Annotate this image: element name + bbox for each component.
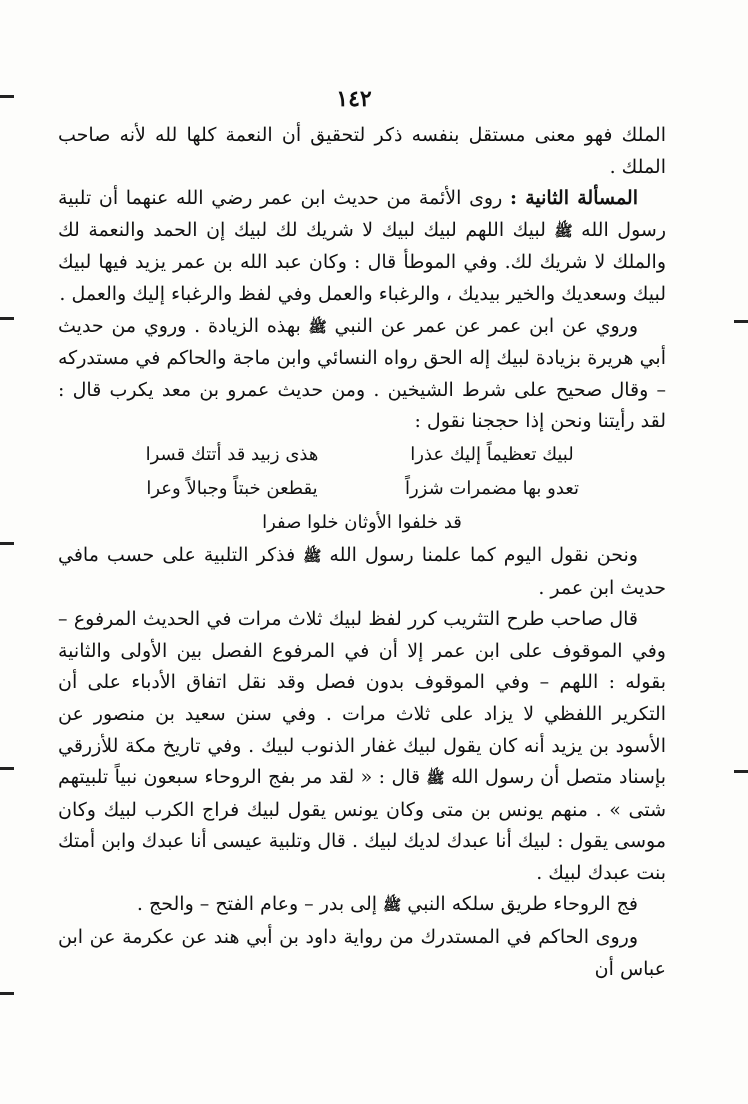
margin-mark xyxy=(0,95,14,98)
paragraph-text: بهذه الزيادة . وروي من حديث أبي هريرة بزيادة لبيك إله الحق رواه النسائي وابن ماجة والحاكم في مستدركه – وقال صحيح على شرط الشيخين . ومن حديث عمرو بن معد يكرب قال : لقد رأيتنا ونحن إذا حججنا نقول : xyxy=(58,314,666,433)
saw-ligature-icon: ﷺ xyxy=(554,221,573,240)
main-text xyxy=(58,120,666,985)
margin-mark xyxy=(0,992,14,995)
margin-mark xyxy=(0,767,14,770)
page-number: ١٤٢ xyxy=(336,86,372,112)
paragraph-fajj-rawha xyxy=(58,889,666,922)
paragraph-text: وروي عن ابن عمر عن عمر عن النبي xyxy=(326,314,638,337)
saw-ligature-icon: ﷺ xyxy=(383,896,402,915)
margin-mark xyxy=(0,317,14,320)
poem-verse xyxy=(102,472,622,506)
paragraph-text: فج الروحاء طريق سلكه النبي xyxy=(401,893,638,916)
paragraph-today xyxy=(58,540,666,604)
poem-verse xyxy=(102,438,622,472)
paragraph-text: ونحن نقول اليوم كما علمنا رسول الله xyxy=(321,543,638,566)
paragraph-hakim: وروى الحاكم في المستدرك من رواية داود بن أبي هند عن عكرمة عن ابن عباس أن xyxy=(58,926,666,980)
paragraph-opening: الملك فهو معنى مستقل بنفسه ذكر لتحقيق أن النعمة كلها لله لأنه صاحب الملك . xyxy=(58,124,666,178)
margin-mark xyxy=(734,770,748,773)
paragraph-tarh-tathrib xyxy=(58,604,666,889)
saw-ligature-icon: ﷺ xyxy=(303,546,322,565)
poem-hemistich-first: تعدو بها مضمرات شزراً xyxy=(404,477,580,499)
poem-verses xyxy=(102,438,622,506)
paragraph-text: لبيك اللهم لبيك لبيك لا شريك لك لبيك إن الحمد والنعمة لك والملك لا شريك لك. وفي الموطأ قال : وكان عبد الله بن عمر يزيد فيها لبيك لبيك وسعديك والخير بيديك ، والرغباء والعمل وفي لفظ والرغباء إليك والعمل . xyxy=(58,218,666,305)
section-heading: المسألة الثانية : xyxy=(509,187,639,210)
poem-hemistich-second: يقطعن خبتاً وجبالاً وعرا xyxy=(146,477,318,499)
paragraph-issue-two xyxy=(58,183,666,310)
saw-ligature-icon: ﷺ xyxy=(426,769,445,788)
poem-hemistich-first: لبيك تعظيماً إليك عذرا xyxy=(410,443,574,465)
margin-mark xyxy=(0,542,14,545)
saw-ligature-icon: ﷺ xyxy=(308,317,327,336)
paragraph-text: فذكر التلبية على حسب مافي حديث ابن عمر . xyxy=(58,543,666,599)
paragraph-text: إلى بدر – وعام الفتح – والحج . xyxy=(136,893,384,916)
poem-final-line: قد خلفوا الأوثان خلوا صفرا xyxy=(262,511,462,533)
margin-mark xyxy=(734,320,748,323)
paragraph-text: قال : « لقد مر بفج الروحاء سبعون نبياً تلبيتهم شتى » . منهم يونس بن متى وكان يونس يقول لبيك فراج الكرب لبيك وكان موسى يقول : لبيك أنا عبدك لديك لبيك . قال وتلبية عيسى أنا عبدك وابن أمتك بنت عبدك لبيك . xyxy=(58,766,666,884)
paragraph-text: روى الأئمة من حديث ابن عمر رضي الله عنهما أن تلبية رسول الله xyxy=(58,187,666,241)
paragraph-text: قال صاحب طرح التثريب كرر لفظ لبيك ثلاث مرات في الحديث المرفوع – وفي الموقوف على ابن عمر إلا أن في المرفوع الفصل بين الأولى والثانية بقوله : اللهم – وفي الموقوف بدون فصل وقد نقل اتفاق الأدباء على أن التكرير اللفظي لا يزاد على ثلاث مرات . وفي سنن سعيد بن منصور عن الأسود بن يزيد أنه كان يقول لبيك غفار الذنوب لبيك . وفي تاريخ مكة للأزرقي بإسناد متصل أن رسول الله xyxy=(58,608,666,789)
paragraph-narrations xyxy=(58,311,666,438)
poem-hemistich-second: هذى زبيد قد أتتك قسرا xyxy=(145,443,319,465)
